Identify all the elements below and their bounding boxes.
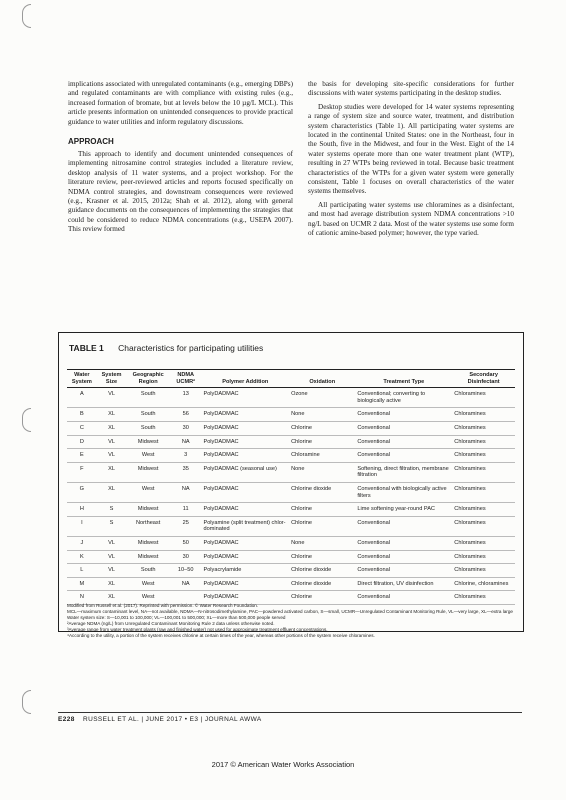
table-row (67, 516, 515, 536)
cell-treatment: Conventional (355, 564, 452, 578)
cell-treatment: Conventional (355, 536, 452, 550)
cell-disinfectant: Chloramines (452, 421, 515, 435)
cell-polymer: Polyacrylamide (201, 564, 289, 578)
left-paragraph-2: This approach to identify and document unintended consequences of implementing nitrosamine control strategies included a literature review, desktop analysis of 11 water systems, and a project workshop. For the literature review, peer-reviewed articles and reports focused specifically on NDMA control strategies, and downstream consequences were reviewed (e.g., Krasner et al. 2015, 2012a; Shah et al. 2012), along with general guidance documents on the consequences of implementing the strategies that could be considered to reduce NDMA concentrations (e.g., USEPA 2007). This review formed (68, 150, 293, 234)
cell-polymer: PolyDADMAC (201, 435, 289, 449)
cell-region: West (126, 449, 170, 463)
header-secondary-disinfectant: Secondary Disinfectant (452, 370, 515, 388)
cell-ndma: 10–50 (170, 564, 202, 578)
cell-region: South (126, 408, 170, 422)
table-1-box (58, 332, 524, 638)
cell-treatment: Conventional (355, 516, 452, 536)
cell-ndma: 11 (170, 503, 202, 517)
cell-oxidation: None (289, 408, 355, 422)
characteristics-table (67, 369, 515, 605)
cell-water-system: B (67, 408, 97, 422)
cell-treatment: Conventional (355, 408, 452, 422)
cell-water-system: A (67, 388, 97, 408)
header-treatment-type: Treatment Type (355, 370, 452, 388)
cell-treatment: Conventional with biologically active filters (355, 482, 452, 502)
cell-region: South (126, 388, 170, 408)
cell-region: Northeast (126, 516, 170, 536)
cell-treatment: Conventional (355, 435, 452, 449)
cell-oxidation: Chlorine (289, 503, 355, 517)
cell-ndma: 13 (170, 388, 202, 408)
cell-polymer: PolyDADMAC (201, 449, 289, 463)
table-title (69, 343, 263, 353)
binder-hole-top (22, 4, 31, 28)
cell-polymer: PolyDADMAC (201, 577, 289, 591)
table-row (67, 536, 515, 550)
running-footer: RUSSELL ET AL. | JUNE 2017 • E3 | JOURNAL AWWA (83, 716, 262, 723)
cell-disinfectant: Chloramines (452, 482, 515, 502)
left-column (68, 80, 293, 239)
cell-treatment: Softening, direct filtration, membrane filtration (355, 462, 452, 482)
cell-oxidation: Chlorine (289, 550, 355, 564)
cell-treatment: Conventional (355, 421, 452, 435)
header-polymer-addition: Polymer Addition (201, 370, 289, 388)
cell-disinfectant: Chloramines (452, 591, 515, 605)
table-row (67, 408, 515, 422)
cell-polymer: PolyDADMAC (201, 388, 289, 408)
cell-system-size: XL (97, 408, 127, 422)
copyright-line: 2017 © American Water Works Association (211, 760, 355, 769)
cell-system-size: VL (97, 388, 127, 408)
cell-water-system: H (67, 503, 97, 517)
cell-water-system: L (67, 564, 97, 578)
cell-ndma: 30 (170, 550, 202, 564)
cell-oxidation: Chlorine dioxide (289, 564, 355, 578)
cell-water-system: D (67, 435, 97, 449)
cell-region: South (126, 564, 170, 578)
binder-hole-bottom (22, 690, 31, 714)
cell-region: West (126, 577, 170, 591)
table-row (67, 503, 515, 517)
cell-polymer: PolyDADMAC (201, 591, 289, 605)
cell-disinfectant: Chlorine, chloramines (452, 577, 515, 591)
cell-ndma: 25 (170, 516, 202, 536)
table-header-row (67, 370, 515, 388)
cell-system-size: VL (97, 536, 127, 550)
cell-water-system: E (67, 449, 97, 463)
table-row (67, 421, 515, 435)
cell-polymer: PolyDADMAC (201, 408, 289, 422)
cell-treatment: Direct filtration, UV disinfection (355, 577, 452, 591)
table-row (67, 388, 515, 408)
header-geographic-region: Geographic Region (126, 370, 170, 388)
cell-oxidation: Chlorine dioxide (289, 577, 355, 591)
cell-polymer: PolyDADMAC (201, 536, 289, 550)
cell-region: Midwest (126, 536, 170, 550)
table-note: ⁴According to the utility, a portion of the system receives chlorine at certain times of the year, whereas other portions of the system receive chloramines. (67, 633, 375, 638)
cell-ndma: 50 (170, 536, 202, 550)
cell-ndma: 3 (170, 449, 202, 463)
header-ndma: NDMA UCMR² (170, 370, 202, 388)
cell-region: West (126, 591, 170, 605)
cell-system-size: XL (97, 421, 127, 435)
footer-divider (58, 712, 522, 713)
table-row (67, 577, 515, 591)
table-note: ²Average NDMA (ng/L) from Unregulated Contaminant Monitoring Rule 2 data unless otherwise noted. (67, 621, 275, 626)
table-notes (67, 603, 515, 639)
table-row (67, 482, 515, 502)
cell-region: Midwest (126, 462, 170, 482)
table-label: TABLE 1 (69, 343, 104, 353)
cell-ndma: NA (170, 482, 202, 502)
table-row (67, 449, 515, 463)
cell-region: South (126, 421, 170, 435)
cell-ndma: NA (170, 577, 202, 591)
cell-oxidation: Chlorine (289, 421, 355, 435)
table-row (67, 564, 515, 578)
cell-water-system: J (67, 536, 97, 550)
table-note: MCL—maximum contaminant level, NA—not available, NDMA—N-nitrosodimethylamine, PAC—powdered activated carbon, S—small, UCMR—Unregulated Contaminant Monitoring Rule, VL—very large, XL—extra large (67, 609, 513, 614)
cell-disinfectant: Chloramines (452, 536, 515, 550)
cell-oxidation: Chlorine dioxide (289, 482, 355, 502)
right-paragraph-3: All participating water systems use chloramines as a disinfectant, and most had average distribution system NDMA concentrations >10 ng/L based on UCMR 2 data. Most of the water systems use some form of cationic amine-based polymer; however, the type varied. (308, 200, 514, 238)
cell-system-size: XL (97, 462, 127, 482)
cell-oxidation: None (289, 536, 355, 550)
table-body (67, 388, 515, 605)
table-row (67, 435, 515, 449)
cell-oxidation: Chlorine (289, 591, 355, 605)
cell-oxidation: Chloramine (289, 449, 355, 463)
section-heading-approach: APPROACH (68, 137, 114, 147)
table-note: ³Average range from water treatment plants (raw and finished water) not used for approximate treatment effluent concentrations. (67, 627, 328, 632)
cell-treatment: Lime softening year-round PAC (355, 503, 452, 517)
cell-system-size: VL (97, 564, 127, 578)
cell-oxidation: Chlorine (289, 516, 355, 536)
cell-region: Midwest (126, 503, 170, 517)
cell-water-system: M (67, 577, 97, 591)
cell-ndma: 30 (170, 421, 202, 435)
cell-water-system: G (67, 482, 97, 502)
cell-ndma: 56 (170, 408, 202, 422)
cell-disinfectant: Chloramines (452, 408, 515, 422)
cell-treatment: Conventional; converting to biologically active (355, 388, 452, 408)
cell-system-size: VL (97, 435, 127, 449)
cell-treatment: Conventional (355, 550, 452, 564)
page-footer (58, 716, 262, 723)
table-note: Water system size: S—10,001 to 100,000; VL—100,001 to 500,000; XL—more than 500,000 people served (67, 615, 286, 620)
cell-oxidation: None (289, 462, 355, 482)
cell-system-size: S (97, 516, 127, 536)
right-column (308, 80, 514, 243)
cell-polymer: PolyDADMAC (201, 482, 289, 502)
cell-disinfectant: Chloramines (452, 449, 515, 463)
cell-water-system: I (67, 516, 97, 536)
cell-region: Midwest (126, 435, 170, 449)
cell-treatment: Conventional (355, 591, 452, 605)
right-paragraph-2: Desktop studies were developed for 14 water systems representing a range of system size and source water, treatment, and distribution system characteristics (Table 1). All participating water systems are located in the continental United States: one in the Northeast, four in the South, five in the Midwest, and four in the West. Eight of the 14 water systems operate more than one water treatment plant (WTP), resulting in 27 WTPs being reviewed in total. Because basic treatment characteristics of the WTPs for a given water system were generally consistent, Table 1 focuses on overall characteristics of the water systems themselves. (308, 102, 514, 196)
cell-system-size: VL (97, 550, 127, 564)
cell-region: West (126, 482, 170, 502)
cell-polymer: PolyDADMAC (201, 550, 289, 564)
cell-system-size: S (97, 503, 127, 517)
cell-polymer: PolyDADMAC (seasonal use) (201, 462, 289, 482)
table-note: Modified from Russell et al. (2017). Reprinted with permission. © Water Research Foundation. (67, 603, 259, 608)
header-oxidation: Oxidation (289, 370, 355, 388)
page-number: E228 (58, 716, 75, 723)
cell-water-system: N (67, 591, 97, 605)
cell-treatment: Conventional (355, 449, 452, 463)
cell-system-size: XL (97, 591, 127, 605)
cell-disinfectant: Chloramines (452, 462, 515, 482)
binder-hole-middle (22, 408, 31, 432)
cell-system-size: XL (97, 577, 127, 591)
cell-system-size: VL (97, 449, 127, 463)
cell-region: Midwest (126, 550, 170, 564)
cell-polymer: PolyDADMAC (201, 503, 289, 517)
cell-disinfectant: Chloramines (452, 388, 515, 408)
table-caption: Characteristics for participating utilities (118, 343, 264, 353)
table-row (67, 550, 515, 564)
header-system-size: System Size (97, 370, 127, 388)
table-row (67, 462, 515, 482)
cell-oxidation: Chlorine (289, 435, 355, 449)
cell-water-system: K (67, 550, 97, 564)
cell-disinfectant: Chloramines (452, 516, 515, 536)
right-paragraph-1: the basis for developing site-specific considerations for further discussions with water systems participating in the desktop studies. (308, 80, 514, 98)
cell-water-system: F (67, 462, 97, 482)
cell-system-size: XL (97, 482, 127, 502)
cell-ndma: NA (170, 435, 202, 449)
cell-disinfectant: Chloramines (452, 503, 515, 517)
cell-disinfectant: Chloramines (452, 564, 515, 578)
cell-polymer: PolyDADMAC (201, 421, 289, 435)
cell-disinfectant: Chloramines (452, 550, 515, 564)
cell-disinfectant: Chloramines (452, 435, 515, 449)
cell-polymer: Polyamine (split treatment) chlor-dominated (201, 516, 289, 536)
header-water-system: Water System (67, 370, 97, 388)
cell-ndma: 35 (170, 462, 202, 482)
cell-oxidation: Ozone (289, 388, 355, 408)
cell-water-system: C (67, 421, 97, 435)
left-paragraph-1: implications associated with unregulated contaminants (e.g., emerging DBPs) and regulated contaminants are with compliance with existing rules (e.g., increased formation of bromate, but at levels below the 10 µg/L MCL). This article presents information on unintended consequences to provide practical guidance to water utilities and inform regulatory discussions. (68, 80, 293, 126)
